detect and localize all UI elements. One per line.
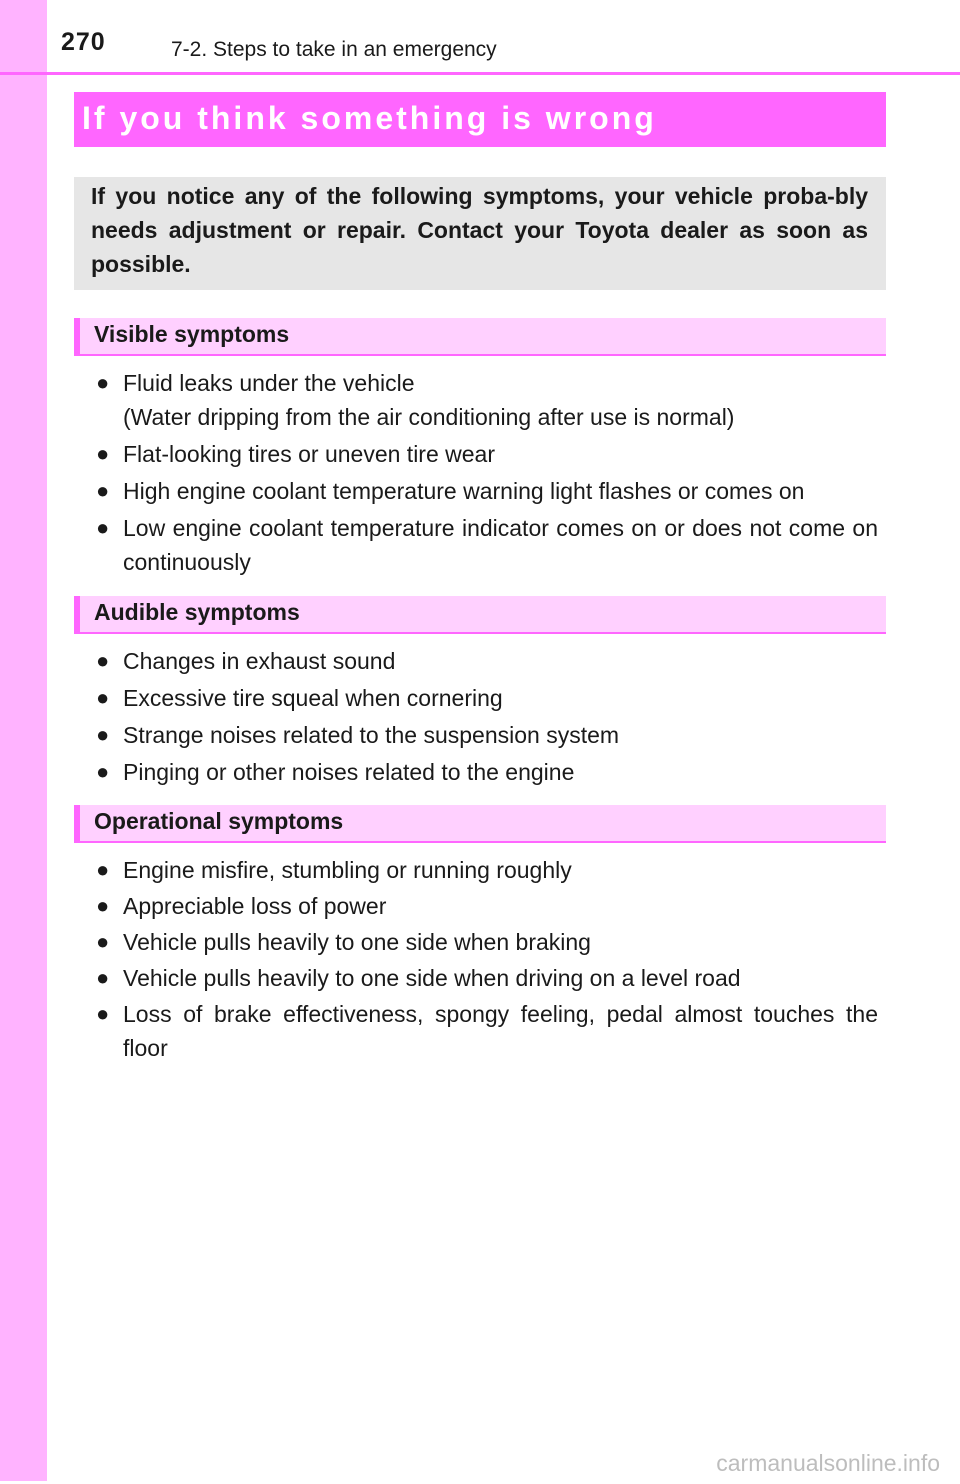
list-item — [96, 718, 878, 752]
bullet-icon: ● — [96, 441, 110, 466]
list-item — [96, 853, 878, 887]
section-accent — [74, 596, 80, 632]
list-item — [96, 755, 878, 789]
list-item — [96, 511, 878, 579]
section-heading-visible — [74, 318, 886, 356]
bullet-icon: ● — [96, 759, 110, 784]
list-item-text: Loss of brake effectiveness, spongy feeling, pedal almost touches the floor — [123, 1001, 878, 1061]
list-item — [96, 366, 878, 434]
list-item — [96, 997, 878, 1065]
list-item — [96, 681, 878, 715]
side-tab-strip — [0, 0, 47, 1481]
list-item-text: Flat-looking tires or uneven tire wear — [123, 441, 495, 467]
list-item-text: Fluid leaks under the vehicle — [123, 370, 415, 396]
running-head: 7-2. Steps to take in an emergency — [171, 38, 497, 61]
list-item-text: Appreciable loss of power — [123, 893, 387, 919]
list-item-text: Low engine coolant temperature indicator comes on or does not come on continuously — [123, 515, 878, 575]
visible-symptoms-list — [96, 366, 878, 579]
bullet-icon: ● — [96, 893, 110, 918]
page-number: 270 — [61, 28, 106, 56]
list-item-text: Pinging or other noises related to the engine — [123, 759, 575, 785]
watermark-text: carmanualsonline.info — [716, 1450, 940, 1476]
section-accent — [74, 318, 80, 354]
bullet-icon: ● — [96, 370, 110, 395]
section-heading-label: Operational symptoms — [94, 808, 344, 834]
section-heading-audible — [74, 596, 886, 634]
section-heading-operational — [74, 805, 886, 843]
list-item-text: Engine misfire, stumbling or running roughly — [123, 857, 572, 883]
page-title: If you think something is wrong — [82, 100, 657, 136]
list-item-text: Changes in exhaust sound — [123, 648, 396, 674]
section-heading-label: Visible symptoms — [94, 321, 290, 347]
list-item-text: High engine coolant temperature warning light flashes or comes on — [123, 478, 805, 504]
list-item-text: Excessive tire squeal when cornering — [123, 685, 503, 711]
list-item-text: Vehicle pulls heavily to one side when driving on a level road — [123, 965, 741, 991]
list-item — [96, 437, 878, 471]
bullet-icon: ● — [96, 857, 110, 882]
operational-symptoms-list — [96, 853, 878, 1065]
list-item — [96, 889, 878, 923]
list-item — [96, 474, 878, 508]
bullet-icon: ● — [96, 1001, 110, 1026]
bullet-icon: ● — [96, 929, 110, 954]
bullet-icon: ● — [96, 722, 110, 747]
bullet-icon: ● — [96, 515, 110, 540]
list-item — [96, 925, 878, 959]
list-item — [96, 644, 878, 678]
list-item-text: Strange noises related to the suspension system — [123, 722, 620, 748]
list-item-note: (Water dripping from the air conditioning after use is normal) — [123, 404, 735, 430]
bullet-icon: ● — [96, 478, 110, 503]
list-item — [96, 961, 878, 995]
section-heading-label: Audible symptoms — [94, 599, 300, 625]
bullet-icon: ● — [96, 965, 110, 990]
audible-symptoms-list — [96, 644, 878, 789]
bullet-icon: ● — [96, 648, 110, 673]
header-rule — [0, 72, 960, 75]
list-item-text: Vehicle pulls heavily to one side when braking — [123, 929, 591, 955]
bullet-icon: ● — [96, 685, 110, 710]
intro-text: If you notice any of the following symptoms, your vehicle proba-bly needs adjustment or repair. Contact your Toyota dealer as soon as possible. — [91, 183, 868, 277]
section-accent — [74, 805, 80, 841]
